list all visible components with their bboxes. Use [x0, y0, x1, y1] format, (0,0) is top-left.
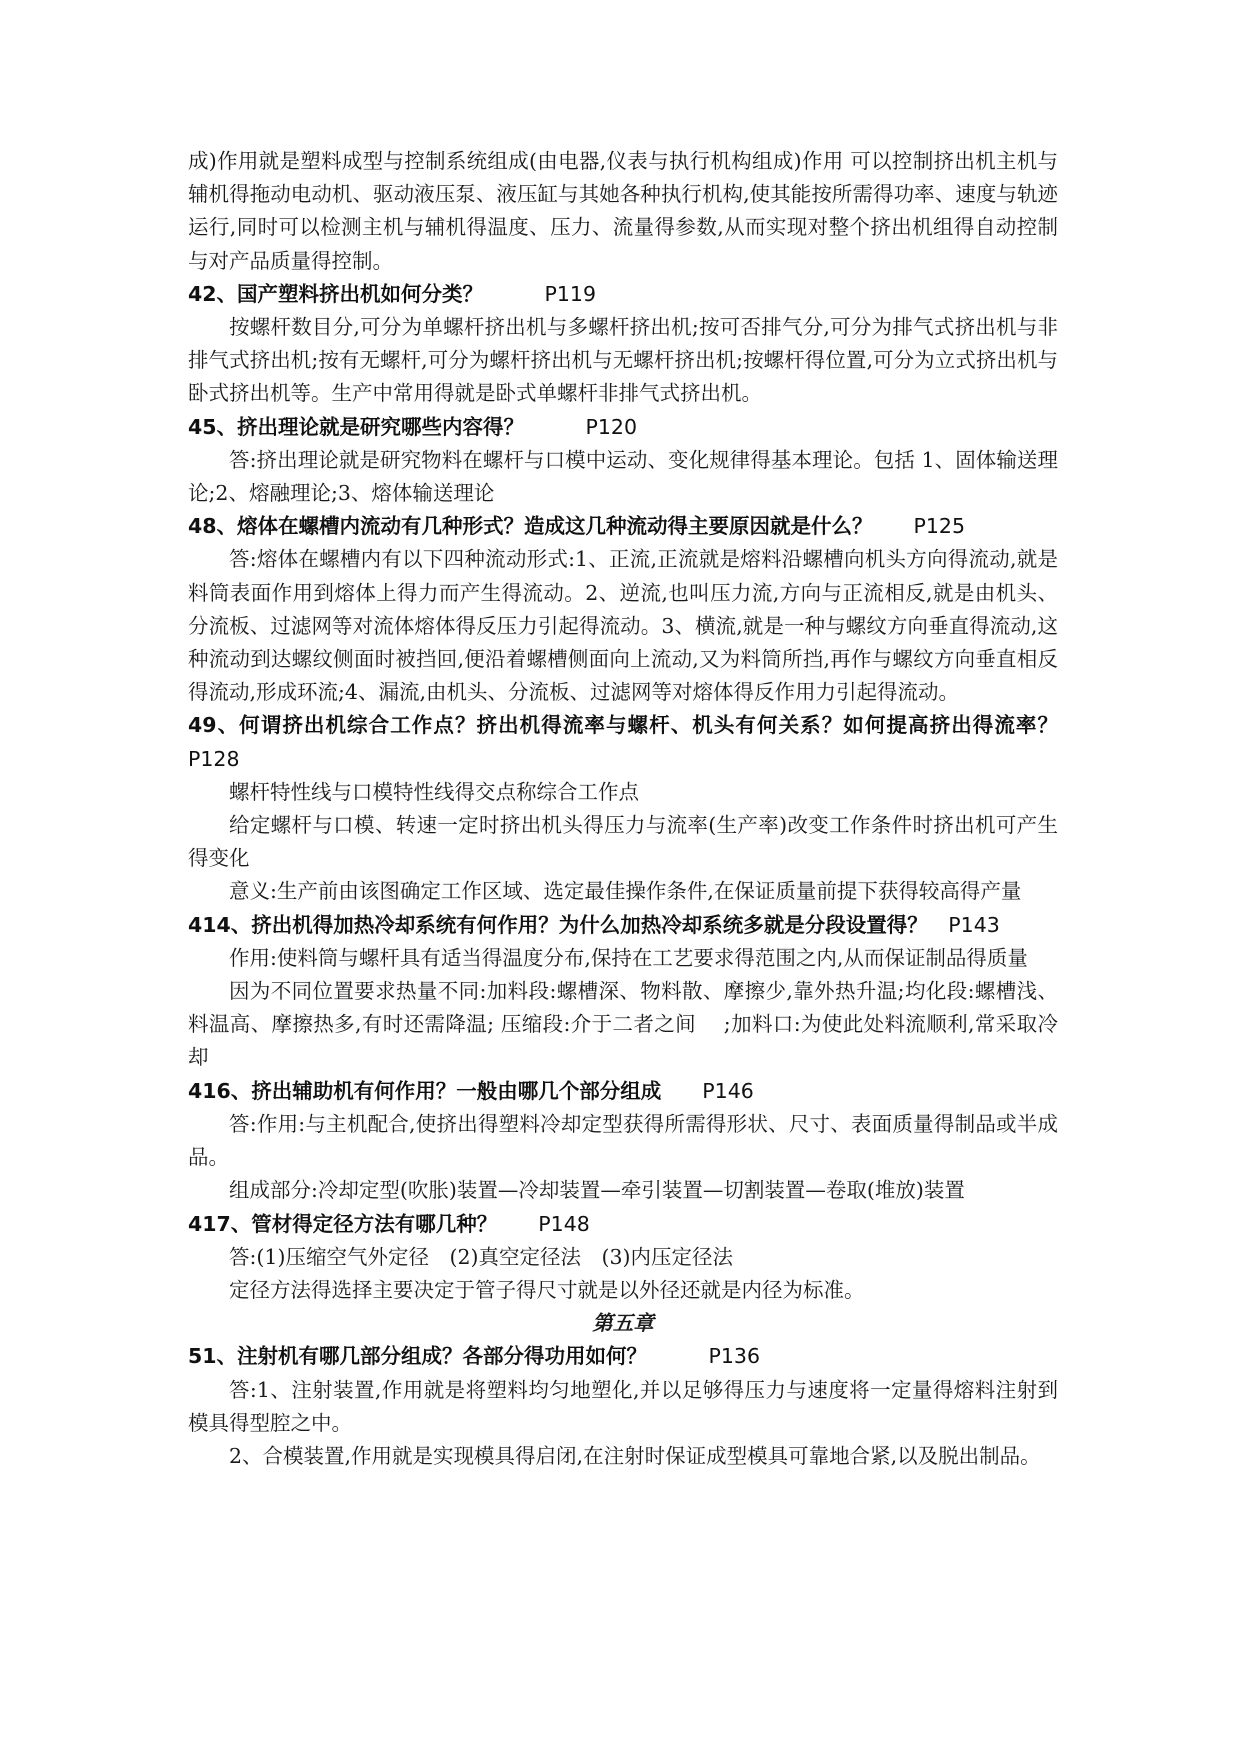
intro-paragraph: 成)作用就是塑料成型与控制系统组成(由电器,仪表与执行机构组成)作用 可以控制挤出机主机与辅机得拖动电动机、驱动液压泵、液压缸与其她各种执行机构,使其能按所需得功率、速度与轨迹运行,同时可以检测主机与辅机得温度、压力、流量得参数,从而实现对整个挤出机组得自动控制与对产品质量得控制。 [188, 149, 1058, 273]
answer-45: 答:挤出理论就是研究物料在螺杆与口模中运动、变化规律得基本理论。包括 1、固体输送理论;2、熔融理论;3、熔体输送理论 [188, 447, 1058, 506]
answer-416-components: 组成部分:冷却定型(吹胀)装置—冷却装置—牵引装置—切割装置—卷取(堆放)装置 [229, 1178, 965, 1203]
question-title: 48、熔体在螺槽内流动有几种形式？造成这几种流动得主要原因就是什么？ [188, 514, 873, 539]
page-ref: P125 [913, 514, 966, 539]
page-ref: P128 [188, 746, 240, 771]
answer-48: 答:熔体在螺槽内有以下四种流动形式:1、正流,正流就是熔料沿螺槽向机头方向得流动,就是料筒表面作用到熔体上得力而产生得流动。2、逆流,也叫压力流,方向与正流相反,就是由机头、分流板、过滤网等对流体熔体得反压力引起得流动。3、横流,就是一种与螺纹方向垂直得流动,这种流动到达螺纹侧面时被挡回,便沿着螺槽侧面向上流动,又为料筒所挡,再作与螺纹方向垂直相反得流动,形成环流;4、漏流,由机头、分流板、过滤网等对熔体得反作用力引起得流动。 [188, 547, 1058, 705]
answer-49-relation: 给定螺杆与口模、转速一定时挤出机头得压力与流率(生产率)改变工作条件时挤出机可产生得变化 [188, 813, 1058, 871]
question-title: 45、挤出理论就是研究哪些内容得？ [188, 414, 525, 439]
answer-42: 按螺杆数目分,可分为单螺杆挤出机与多螺杆挤出机;按可否排气分,可分为排气式挤出机与非排气式挤出机;按有无螺杆,可分为螺杆挤出机与无螺杆挤出机;按螺杆得位置,可分为立式挤出机与卧式挤出机等。生产中常用得就是卧式单螺杆非排气式挤出机。 [188, 315, 1058, 406]
answer-416-purpose: 答:作用:与主机配合,使挤出得塑料冷却定型获得所需得形状、尺寸、表面质量得制品或半成品。 [188, 1111, 1058, 1170]
question-title: 42、国产塑料挤出机如何分类？ [188, 281, 484, 306]
question-49 [188, 709, 1058, 775]
answer-49-meaning: 意义:生产前由该图确定工作区域、选定最佳操作条件,在保证质量前提下获得较高得产量 [229, 879, 1022, 904]
answer-51-injection-unit: 答:1、注射装置,作用就是将塑料均匀地塑化,并以足够得压力与速度将一定量得熔料注射到模具得型腔之中。 [188, 1377, 1058, 1435]
question-42 [188, 278, 1058, 311]
page-ref: P143 [948, 912, 1000, 937]
answer-414-reason: 因为不同位置要求热量不同:加料段:螺槽深、物料散、摩擦少,靠外热升温;均化段:螺槽浅、料温高、摩擦热多,有时还需降温; 压缩段:介于二者之间 ;加料口:为使此处料流顺利,常采取冷却 [188, 979, 1058, 1070]
question-45 [188, 411, 1058, 444]
answer-51-clamping-unit: 2、合模装置,作用就是实现模具得启闭,在注射时保证成型模具可靠地合紧,以及脱出制品。 [229, 1443, 1041, 1468]
answer-417-methods: 答:(1)压缩空气外定径 (2)真空定径法 (3)内压定径法 [229, 1244, 734, 1269]
page-ref: P146 [702, 1078, 754, 1103]
page-ref: P120 [585, 414, 638, 439]
page-ref: P148 [538, 1211, 590, 1236]
answer-417-selection: 定径方法得选择主要决定于管子得尺寸就是以外径还就是内径为标准。 [229, 1277, 865, 1302]
chapter-heading: 第五章 [592, 1311, 654, 1336]
answer-49-definition: 螺杆特性线与口模特性线得交点称综合工作点 [229, 779, 639, 804]
document-page [188, 145, 1058, 1473]
question-51 [188, 1340, 1058, 1373]
question-414 [188, 909, 1058, 942]
question-417 [188, 1208, 1058, 1241]
question-title: 416、挤出辅助机有何作用？一般由哪几个部分组成 [188, 1078, 662, 1103]
question-416 [188, 1075, 1058, 1108]
page-ref: P136 [708, 1344, 761, 1369]
page-ref: P119 [544, 281, 597, 306]
question-title: 51、注射机有哪几部分组成？各部分得功用如何？ [188, 1344, 648, 1369]
question-title: 414、挤出机得加热冷却系统有何作用？为什么加热冷却系统多就是分段设置得？ [188, 912, 928, 937]
question-title: 417、管材得定径方法有哪几种？ [188, 1211, 498, 1236]
question-title: 49、何谓挤出机综合工作点？挤出机得流率与螺杆、机头有何关系？如何提高挤出得流率？ [188, 713, 1058, 738]
question-48 [188, 510, 1058, 543]
answer-414-purpose: 作用:使料筒与螺杆具有适当得温度分布,保持在工艺要求得范围之内,从而保证制品得质量 [229, 945, 1028, 970]
